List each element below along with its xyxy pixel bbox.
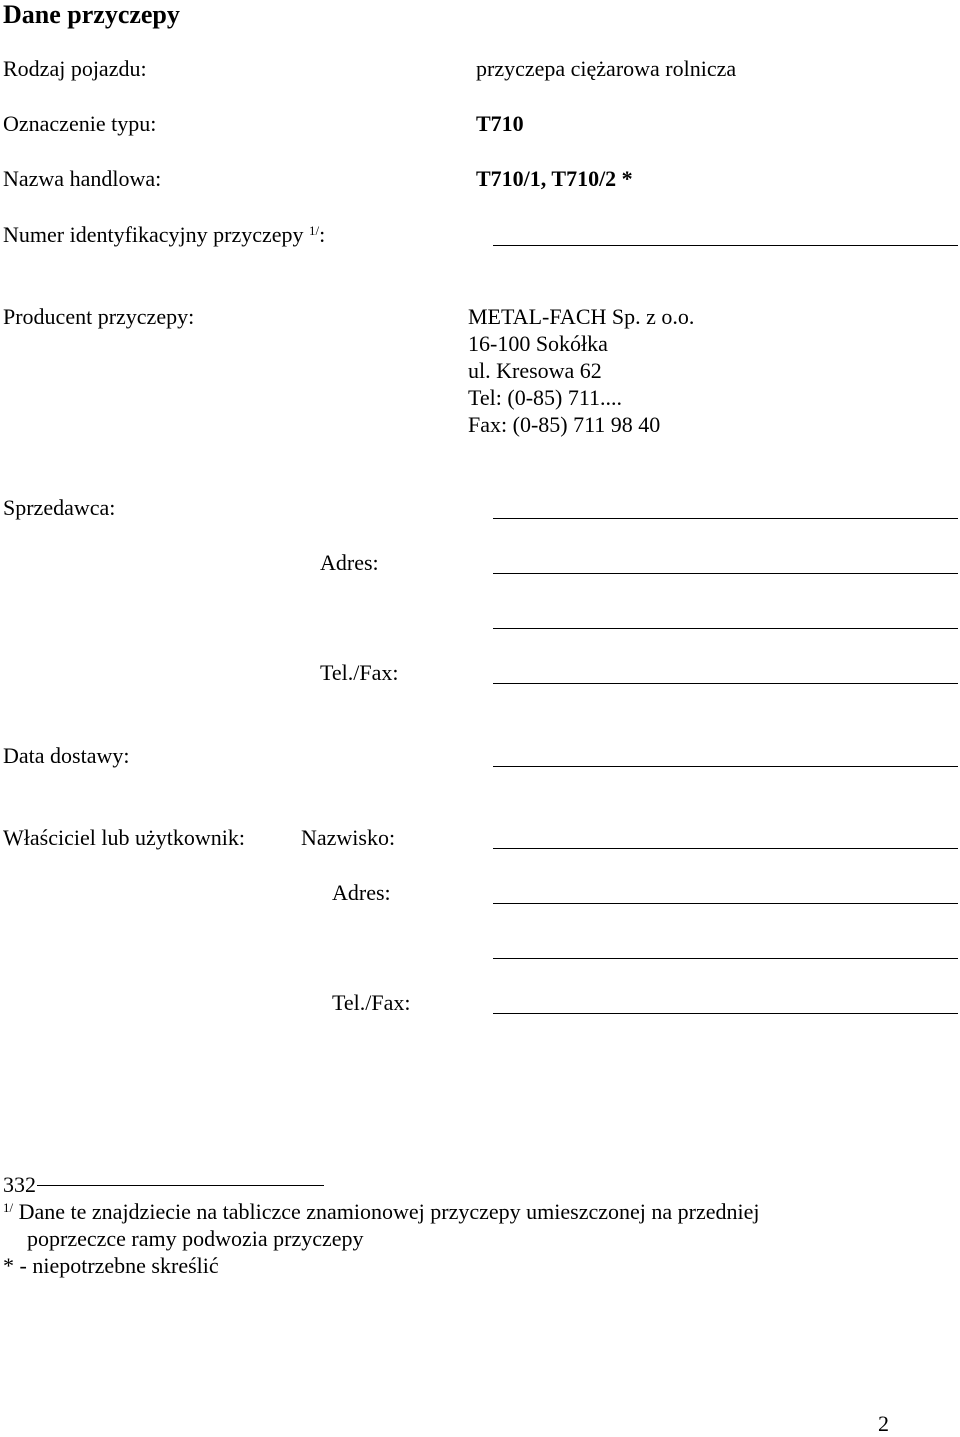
owner-tel-line[interactable]	[493, 1013, 958, 1014]
footnote-1-marker: 1/	[3, 1200, 14, 1215]
producer-tel: Tel: (0-85) 711....	[468, 385, 623, 410]
delivery-date-label: Data dostawy:	[3, 743, 130, 768]
owner-address-line-1[interactable]	[493, 903, 958, 904]
producer-fax: Fax: (0-85) 711 98 40	[468, 412, 661, 437]
owner-surname-label: Nazwisko:	[301, 825, 396, 850]
footnote-1-line-2: poprzeczce ramy podwozia przyczepy	[27, 1226, 364, 1251]
seller-address-label: Adres:	[320, 550, 379, 575]
seller-label: Sprzedawca:	[3, 495, 116, 520]
vehicle-type-label: Rodzaj pojazdu:	[3, 56, 147, 81]
producer-name: METAL-FACH Sp. z o.o.	[468, 304, 695, 329]
owner-surname-line[interactable]	[493, 848, 958, 849]
seller-tel-line[interactable]	[493, 683, 958, 684]
producer-city: 16-100 Sokółka	[468, 331, 608, 356]
vin-label-colon: :	[319, 222, 326, 247]
vin-label-text: Numer identyfikacyjny przyczepy	[3, 222, 304, 247]
footnote-separator	[37, 1185, 324, 1186]
type-designation-label: Oznaczenie typu:	[3, 111, 157, 136]
footnote-1-line-1: Dane te znajdziecie na tabliczce znamionowej przyczepy umieszczonej na przedniej	[18, 1199, 760, 1224]
trade-name-value: T710/1, T710/2 *	[476, 166, 633, 191]
page-number: 2	[878, 1411, 889, 1436]
page-title: Dane przyczepy	[3, 0, 180, 29]
vin-label	[3, 222, 325, 248]
delivery-date-line[interactable]	[493, 766, 958, 767]
seller-address-line-2[interactable]	[493, 628, 958, 629]
owner-tel-label: Tel./Fax:	[332, 990, 411, 1015]
footnote-2: * - niepotrzebne skreślić	[3, 1253, 219, 1278]
trade-name-label: Nazwa handlowa:	[3, 166, 162, 191]
footnote-1	[3, 1199, 760, 1225]
producer-label: Producent przyczepy:	[3, 304, 195, 329]
owner-label: Właściciel lub użytkownik:	[3, 825, 245, 850]
type-designation-value: T710	[476, 111, 524, 136]
owner-address-line-2[interactable]	[493, 958, 958, 959]
producer-street: ul. Kresowa 62	[468, 358, 602, 383]
vehicle-type-value: przyczepa ciężarowa rolnicza	[476, 56, 737, 81]
seller-fill-line[interactable]	[493, 518, 958, 519]
vin-footnote-marker: 1/	[309, 223, 320, 238]
seller-tel-label: Tel./Fax:	[320, 660, 399, 685]
owner-address-label: Adres:	[332, 880, 391, 905]
seller-address-line-1[interactable]	[493, 573, 958, 574]
vin-fill-line[interactable]	[493, 245, 958, 246]
footnote-page-ref: 332	[3, 1172, 36, 1197]
